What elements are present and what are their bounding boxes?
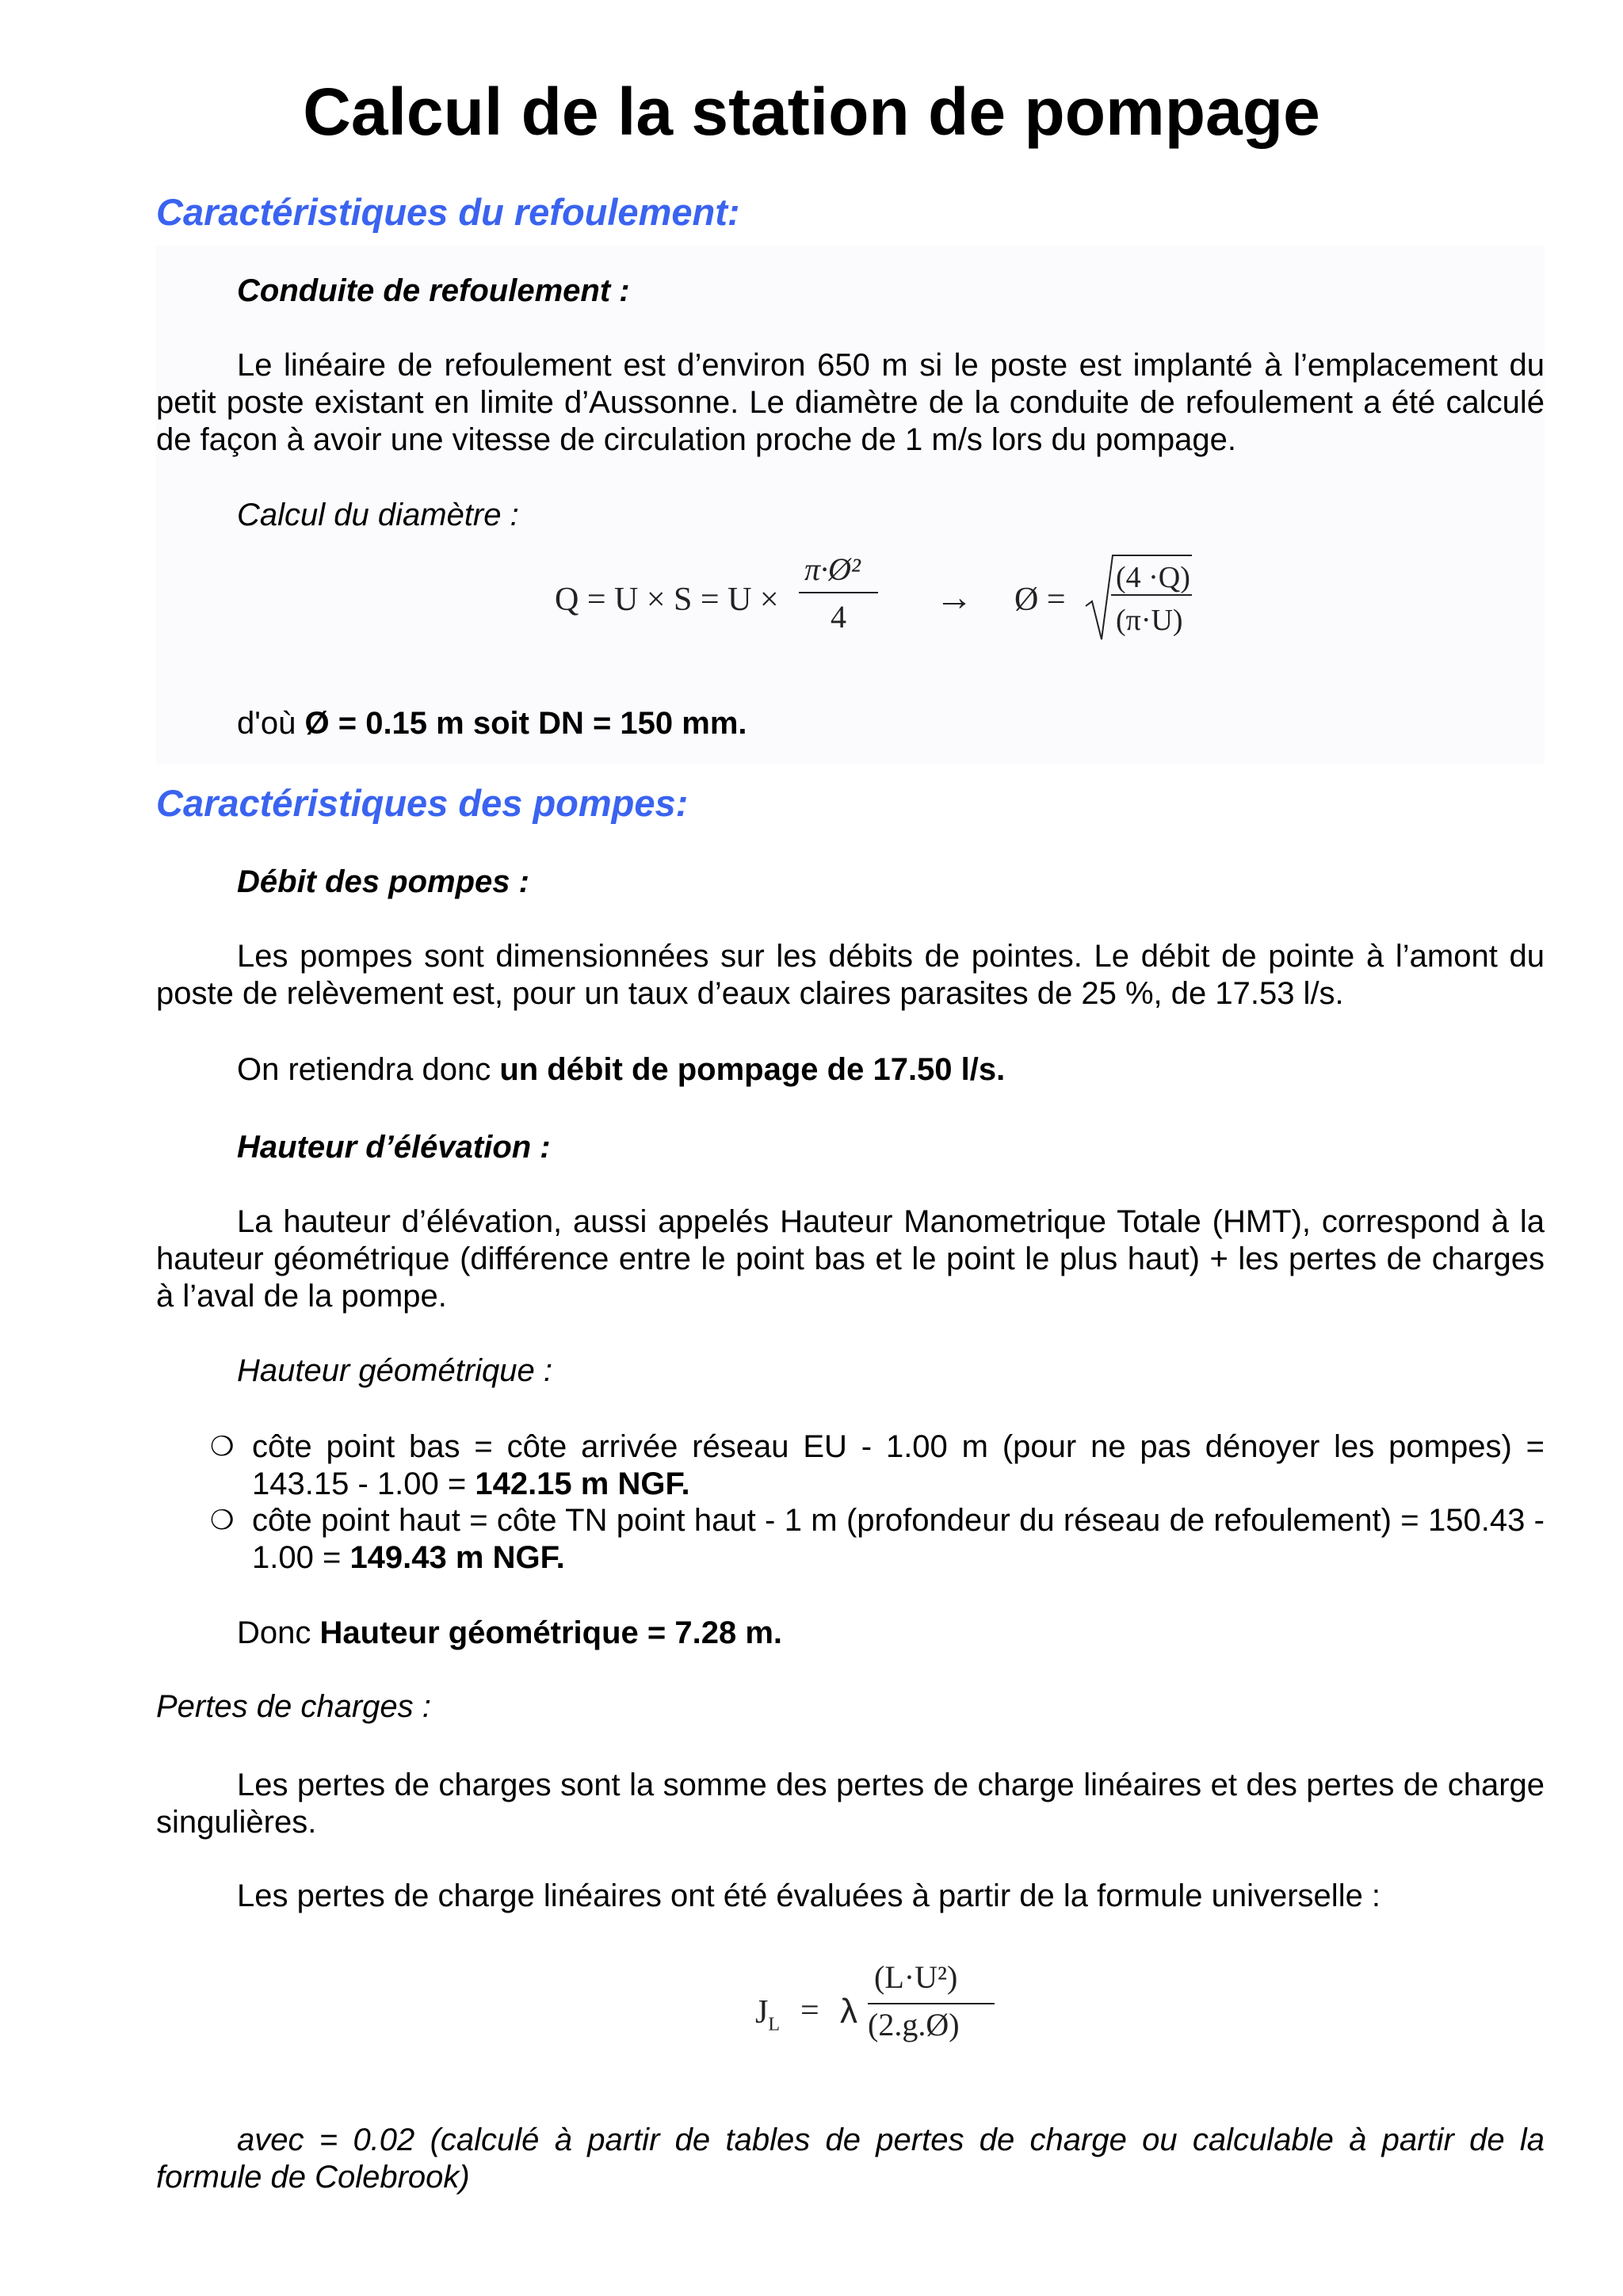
fraction-bar — [868, 2003, 995, 2004]
formula-jl: $J_L$ — [755, 1994, 781, 2035]
paragraph-hauteur: La hauteur d’élévation, aussi appelés Hauteur Manometrique Totale (HMT), correspond à la hauteur géométrique (différence entre le point bas et le point le plus haut) + les pertes de charges à l’aval de la pompe. — [156, 1204, 1545, 1314]
result-prefix: d'où — [237, 706, 305, 741]
paragraph-conduite: Le linéaire de refoulement est d’environ 650 m si le poste est implanté à l’emplacement du petit poste existant en limite d’Aussonne. Le diamètre de la conduite de refoulement a été calculé de façon à avoir une vitesse de circulation proche de 1 m/s lors du pompage. — [156, 348, 1545, 457]
formula-equals: = — [800, 1993, 819, 2029]
paragraph-lineaires: Les pertes de charge linéaires ont été évaluées à partir de la formule universelle : — [237, 1878, 1381, 1913]
sqrt-numerator: (4 ·Q) — [1116, 561, 1190, 594]
lambda-symbol: λ — [840, 1992, 857, 2031]
diameter-formula — [547, 551, 1228, 654]
label-calcul-diametre: Calcul du diamètre : — [237, 498, 519, 532]
subheading-conduite: Conduite de refoulement : — [237, 273, 630, 308]
formula-denominator: 4 — [831, 599, 846, 635]
bullet-value: 142.15 m NGF. — [475, 1466, 690, 1501]
result-value: Ø = 0.15 m soit DN = 150 mm. — [304, 706, 747, 741]
head-loss-formula — [749, 1959, 1010, 2068]
label-pertes-charges: Pertes de charges : — [156, 1689, 431, 1724]
bullet-text: côte point bas = côte arrivée réseau EU - 1.00 m (pour ne pas dénoyer les pompes) = 143.15 - 1.00 = — [252, 1429, 1545, 1501]
list-item — [156, 1428, 1545, 1503]
retenir-value: un débit de pompage de 17.50 l/s. — [499, 1052, 1006, 1087]
formula-diameter-lhs: Ø = — [1014, 582, 1066, 618]
formula2-denominator: (2.g.Ø) — [868, 2007, 960, 2042]
label-hauteur-geometrique: Hauteur géométrique : — [237, 1353, 553, 1388]
paragraph-avec: avec = 0.02 (calculé à partir de tables de pertes de charge ou calculable à partir de la formule de Colebrook) — [156, 2122, 1545, 2195]
paragraph-pertes: Les pertes de charges sont la somme des pertes de charge linéaires et des pertes de charge singulières. — [156, 1768, 1545, 1840]
circle-bullet-icon: ❍ — [210, 1505, 235, 1535]
line-retenir — [237, 1051, 1005, 1089]
list-item — [156, 1502, 1545, 1577]
retenir-prefix: On retiendra donc — [237, 1052, 500, 1087]
donc-value: Hauteur géométrique = 7.28 m. — [319, 1615, 783, 1650]
page-title: Calcul de la station de pompage — [303, 74, 1320, 149]
bullet-text: côte point haut = côte TN point haut - 1 m (profondeur du réseau de refoulement) = 150.43 - 1.00 = — [252, 1503, 1545, 1575]
subheading-debit: Débit des pompes : — [237, 864, 529, 899]
section-heading-pompes: Caractéristiques des pompes: — [156, 782, 689, 824]
paragraph-debit: Les pompes sont dimensionnées sur les débits de pointes. Le débit de pointe à l’amont du poste de relèvement est, pour un taux d’eaux claires parasites de 25 %, de 17.53 l/s. — [156, 939, 1545, 1011]
formula-q-left: Q = U × S = U × — [555, 582, 779, 618]
bullet-value: 149.43 m NGF. — [349, 1540, 565, 1575]
arrow-icon: → — [935, 577, 973, 619]
bullet-list — [156, 1428, 1545, 1576]
donc-prefix: Donc — [237, 1615, 320, 1650]
line-donc — [237, 1615, 782, 1652]
sqrt-denominator: (π·U) — [1116, 604, 1183, 637]
section-heading-refoulement: Caractéristiques du refoulement: — [156, 191, 740, 233]
subheading-hauteur: Hauteur d’élévation : — [237, 1130, 551, 1165]
formula-numerator: π·Ø² — [804, 551, 861, 587]
result-diameter — [237, 705, 747, 742]
circle-bullet-icon: ❍ — [210, 1432, 235, 1462]
fraction-bar — [799, 592, 878, 593]
formula2-numerator: (L·U²) — [874, 1959, 958, 1995]
